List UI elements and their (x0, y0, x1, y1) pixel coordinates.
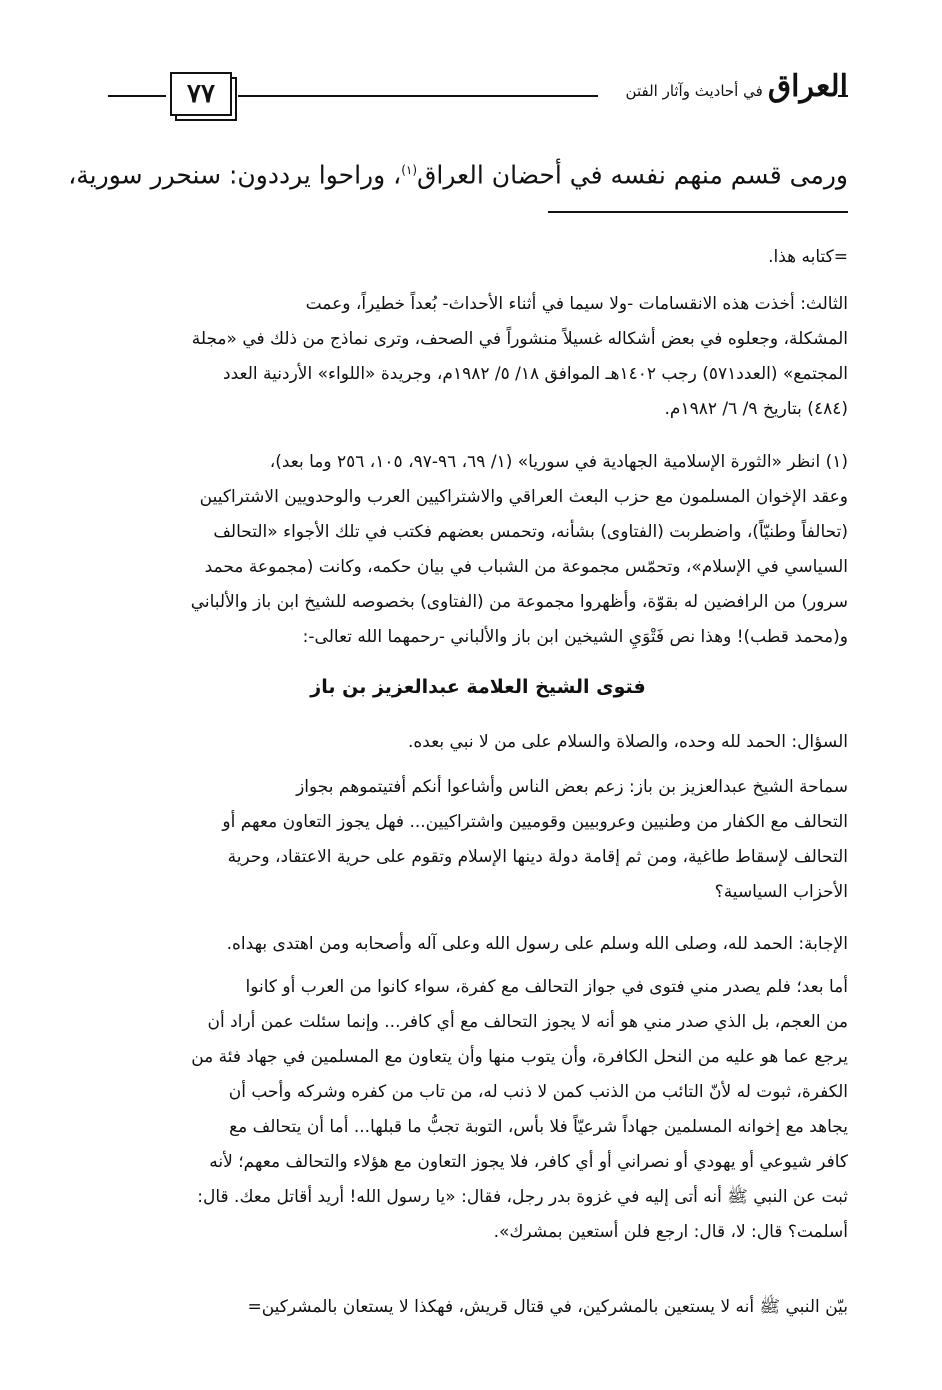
main-text-line (68, 148, 848, 197)
footnote-continuation (108, 240, 848, 275)
logo-main-text: العراق (767, 69, 848, 104)
note1-line-3: (تحالفاً وطنيّاً)، واضطربت (الفتاوى) بشأنه، وتحمس بعضهم فكتب في تلك الأجواء «التحالف (213, 522, 848, 542)
note1-line-4: السياسي في الإسلام»، وتحمّس مجموعة من الشباب في بيان حكمه، وكانت (مجموعة محمد (204, 557, 848, 577)
page-header (108, 55, 848, 135)
question-intro-text: السؤال: الحمد لله وحده، والصلاة والسلام على من لا نبي بعده. (407, 732, 848, 752)
footnote-third-paragraph (108, 287, 848, 427)
third-line-4: (٤٨٤) بتاريخ ٩/ ٦/ ١٩٨٢م. (664, 399, 848, 419)
answer-line-4: الكفرة، ثبوت له لأنّ التائب من الذنب كمن لا ذنب له، من تاب من كفره وشركه وأحب أن (228, 1082, 848, 1102)
answer-line-8: أسلمت؟ قال: لا، قال: ارجع فلن أستعين بمشرك». (493, 1222, 848, 1242)
footnote-separator (548, 211, 848, 213)
footnote-marker-1: (١) (401, 163, 418, 177)
book-title-logo (603, 69, 848, 109)
question-body (108, 770, 848, 910)
header-rule-left (108, 95, 166, 97)
header-rule-middle (238, 95, 598, 97)
answer-intro (108, 927, 848, 962)
final-line-text: بيّن النبي ﷺ أنه لا يستعين بالمشركين، في قتال قريش، فهكذا لا يستعان بالمشركين= (247, 1297, 848, 1317)
question-line-3: التحالف لإسقاط طاغية، ومن ثم إقامة دولة دينها الإسلام وتقوم على حرية الاعتقاد، وحرية (227, 847, 848, 867)
page-number: ٧٧ (170, 72, 232, 116)
question-line-2: التحالف مع الكفار من وطنيين وعروبيين وقوميين واشتراكيين... فهل يجوز التعاون معهم أو (222, 812, 848, 832)
question-intro (108, 725, 848, 760)
answer-intro-text: الإجابة: الحمد لله، وصلى الله وسلم على رسول الله وعلى آله وأصحابه ومن اهتدى بهداه. (226, 934, 848, 954)
note1-line-2: وعقد الإخوان المسلمون مع حزب البعث العراقي والاشتراكيين العرب والوحدويين الاشتراكيين (199, 487, 848, 507)
footnote-1 (108, 445, 848, 655)
answer-line-6: كافر شيوعي أو يهودي أو نصراني أو أي كافر، فلا يجوز التعاون مع هؤلاء والتحالف معهم؛ لأنه (209, 1152, 848, 1172)
answer-line-1: أما بعد؛ فلم يصدر مني فتوى في جواز التحالف مع كفرة، سواء كانوا من العرب أو كانوا (245, 977, 848, 997)
third-line-2: المشكلة، وجعلوه في بعض أشكاله غسيلاً منشوراً في الصحف، وترى نماذج من ذلك في «مجلة (191, 329, 848, 349)
note1-line-1: (١) انظر «الثورة الإسلامية الجهادية في سوريا» (١/ ٦٩، ٩٦-٩٧، ١٠٥، ٢٥٦ وما بعد)، (269, 452, 848, 472)
continuation-text: =كتابه هذا. (768, 247, 848, 267)
fatwa-heading: فتوى الشيخ العلامة عبدالعزيز بن باز (310, 676, 646, 698)
note1-line-5: سرور) من الرافضين له بقوّة، وأظهروا مجموعة من (الفتاوى) بخصوصه للشيخ ابن باز والألباني (190, 592, 848, 612)
question-line-1: سماحة الشيخ عبدالعزيز بن باز: زعم بعض الناس وأشاعوا أنكم أفتيتموهم بجواز (296, 777, 848, 797)
third-line-1: الثالث: أخذت هذه الانقسامات -ولا سيما في أثناء الأحداث- بُعداً خطيراً، وعمت (305, 294, 848, 314)
main-text-end: ، وراحوا يرددون: سنحرر سورية، (68, 160, 402, 190)
logo-sub-text: في أحاديث وآثار الفتن (625, 82, 763, 100)
final-line (108, 1290, 848, 1325)
main-text-start: ورمى قسم منهم نفسه في أحضان العراق (417, 160, 848, 190)
answer-line-3: يرجع عما هو عليه من النحل الكافرة، وأن يتوب منها وأن يتعاون مع المسلمين في جهاد فئة من (191, 1047, 848, 1067)
question-line-4: الأحزاب السياسية؟ (714, 882, 848, 902)
third-line-3: المجتمع» (العدد٥٧١) رجب ١٤٠٢هـ الموافق ١٨/ ٥/ ١٩٨٢م، وجريدة «اللواء» الأردنية العدد (223, 364, 848, 384)
answer-line-5: يجاهد مع إخوانه المسلمين جهاداً شرعيّاً فلا بأس، التوبة تجبُّ ما قبلها... أما أن يتحالف مع (229, 1117, 848, 1137)
note1-line-6: و(محمد قطب)! وهذا نص فَتْوَيِ الشيخين ابن باز والألباني -رحمهما الله تعالى-: (302, 627, 848, 647)
answer-line-2: من العجم، بل الذي صدر مني هو أنه لا يجوز التحالف مع أي كافر... وإنما سئلت عمن أراد أن (207, 1012, 848, 1032)
answer-line-7: ثبت عن النبي ﷺ أنه أتى إليه في غزوة بدر رجل، فقال: «يا رسول الله! أريد أقاتل معك. قال: (197, 1187, 848, 1207)
answer-body (108, 970, 848, 1250)
